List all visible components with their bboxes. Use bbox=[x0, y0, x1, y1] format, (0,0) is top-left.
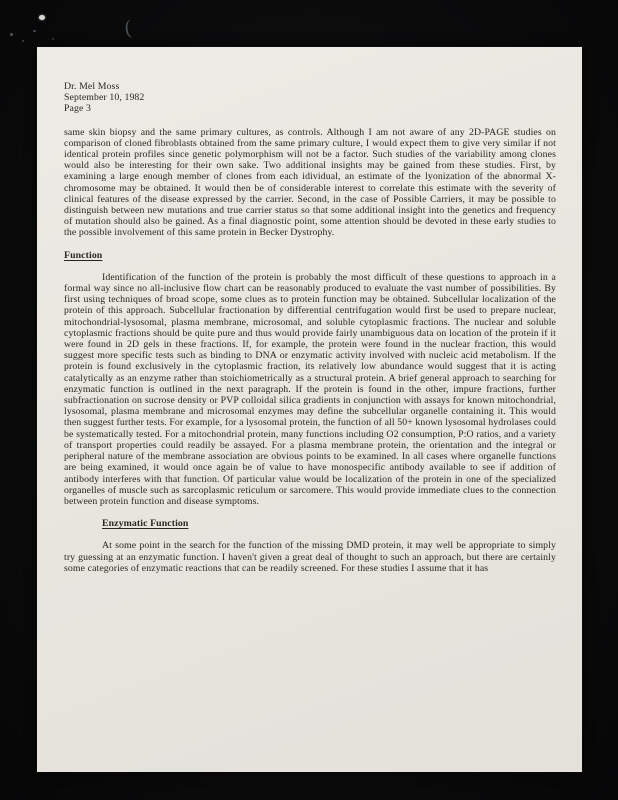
section-heading-enzymatic-function: Enzymatic Function bbox=[102, 518, 189, 530]
pen-mark-dot bbox=[10, 33, 13, 36]
pen-mark-dot bbox=[52, 38, 54, 40]
pen-mark-parenthesis: ( bbox=[122, 15, 134, 41]
document-page bbox=[37, 47, 582, 772]
pen-mark-dot bbox=[33, 30, 36, 32]
section-heading-function: Function bbox=[64, 249, 103, 261]
pen-mark-dot bbox=[22, 40, 24, 42]
header-page-number: Page 3 bbox=[64, 103, 91, 115]
letter-header bbox=[64, 81, 556, 115]
scan-artifact-dot bbox=[39, 15, 45, 20]
paragraph-function: Identification of the function of the protein is probably the most difficult of these questions to approach in a formal way since no all-inclusive flow chart can be reasonably produced to evaluate the vast number of possibilities. By first using techniques of broad scope, some clues as to protein function may be obtained. Subcellular localization of the protein of this approach. Subcellular fractionation by differential centrifugation would first be used to prepare nuclear, mitochondrial-lysosomal, plasma membrane, microsomal, and soluble cytoplasmic fractions. The nuclear and soluble cytoplasmic fractions should be quite pure and thus would provide fairly unambiguous data on location of the protein if it were found in 2D gels in these fractions. If, for example, the protein were found in the nuclear fraction, this would suggest more specific tests such as binding to DNA or enzymatic activity involved with nucleic acid metabolism. If the protein is found exclusively in the cytoplasmic fraction, its relatively low abundance would suggest that it is acting catalytically as an enzyme rather than stoichiometrically as a structural protein. A brief general approach to searching for enzymatic function is outlined in the next paragraph. If the protein is found in the other, impure fractions, further subfractionation on sucrose density or PVP colloidal silica gradients in conjunction with assays for known mitochondrial, lysosomal, plasma membrane and microsomal enzymes may define the subcellular organelle containing it. This would then suggest further tests. For example, for a lysosomal protein, the function of all 50+ known lysosomal hydrolases could be systematically tested. For a mitochondrial protein, many functions including O2 consumption, P:O ratios, and a variety of transport properties could readily be assayed. For a plasma membrane protein, the orientation and the integral or peripheral nature of the membrane association are obvious points to be examined. In all cases where organelle functions are being examined, it would once again be of value to have monospecific antibody available to see if addition of antibody interferes with that function. Of particular value would be localization of the protein in one of the specialized organelles of muscle such as sarcoplasmic reticulum or sarcomere. This would provide immediate clues to the connection between protein function and disease symptoms. bbox=[64, 271, 556, 507]
header-date: September 10, 1982 bbox=[64, 92, 145, 104]
paragraph-continuation: same skin biopsy and the same primary cultures, as controls. Although I am not aware of any 2D-PAGE studies on comparison of cloned fibroblasts obtained from the same primary culture, I would expect them to give very similar if not identical protein profiles since genetic polymorphism will not be a factor. Such studies of the variability among clones would also be interesting for their own sake. Two additional insights may be gained from these studies. First, by examining a large enough member of clones from each idividual, an estimate of the lyonization of the abnormal X-chromosome may be obtained. It would then be of considerable interest to correlate this estimate with the severity of clinical features of the disease expressed by the carrier. Second, in the case of Possible Carriers, it may be possible to distinguish between new mutations and true carrier status so that some additional insight into the genetics and frequency of mutation should also be gained. As a final diagnostic point, some attention should be devoted in these early studies to the possible involvement of this same protein in Becker Dystrophy. bbox=[64, 126, 556, 239]
paragraph-enzymatic-function: At some point in the search for the function of the missing DMD protein, it may well be appropriate to simply try guessing at an enzymatic function. I haven't given a great deal of thought to such an approach, but there are certainly some categories of enzymatic reactions that can be readily screened. For these studies I assume that it has bbox=[64, 540, 556, 574]
page-content bbox=[37, 47, 582, 574]
header-recipient: Dr. Mel Moss bbox=[64, 81, 120, 92]
